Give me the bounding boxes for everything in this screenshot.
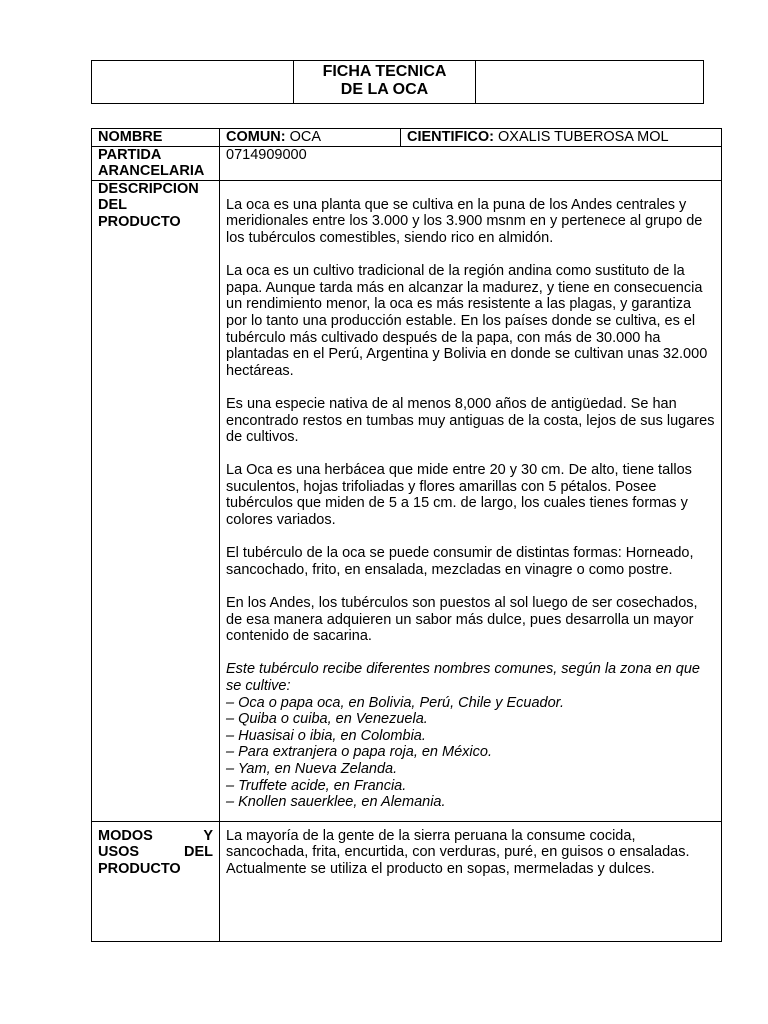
comun-cell [220,129,401,147]
row-modos [92,821,722,941]
list-item: – Oca o papa oca, en Bolivia, Perú, Chile y Ecuador. [226,694,564,711]
cientifico-cell [401,129,722,147]
modos-label-line-1: MODOS Y [98,827,213,844]
list-item: – Huasisai o ibia, en Colombia. [226,727,426,744]
modos-label [92,821,220,941]
descripcion-paragraph: La oca es un cultivo tradicional de la región andina como sustituto de la papa. Aunque tarda más en alcanzar la madurez, y tiene en consecuencia un rendimiento menor, la oca es más resistente a las plagas, y garantiza por lo tanto una producción estable. En los países donde se cultiva, es el tubérculo más cultivado después de la papa, con más de 30.000 ha plantadas en el Perú, Argentina y Bolivia en donde se cultivan unas 32.000 hectáreas. [226,263,708,379]
document-title [294,61,476,104]
cientifico-value: OXALIS TUBEROSA MOL [498,129,669,145]
descripcion-paragraph: El tubérculo de la oca se puede consumir de distintas formas: Horneado, sancochado, frito, en ensalada, mezcladas en vinagre o como postre. [226,545,694,578]
cientifico-label: CIENTIFICO: [407,129,494,145]
title-line-1: FICHA TECNICA [322,63,447,80]
partida-label-line-1: PARTIDA [98,146,162,163]
descripcion-label-line-1: DESCRIPCION [98,180,199,197]
header-cell-left [92,61,294,104]
descripcion-paragraph: En los Andes, los tubérculos son puestos al sol luego de ser cosechados, de esa manera adquieren un sabor más dulce, pues desarrolla un mayor contenido de sacarina. [226,595,698,645]
modos-label-line-3: PRODUCTO [98,860,181,877]
descripcion-paragraph: Es una especie nativa de al menos 8,000 años de antigüedad. Se han encontrado restos en tumbas muy antiguas de la costa, lejos de sus lugares de cultivos. [226,395,715,446]
comun-value: OCA [289,129,322,145]
modos-value: La mayoría de la gente de la sierra peruana la consume cocida, sancochada, frita, encurtida, con verduras, puré, en guisos o ensaladas. Actualmente se utiliza el producto en sopas, mermeladas y dulces. [220,821,722,941]
descripcion-label [92,180,220,821]
list-item: – Knollen sauerklee, en Alemania. [226,794,446,811]
partida-label-line-2: ARANCELARIA [98,163,205,180]
descripcion-content [220,180,722,821]
partida-value: 0714909000 [220,146,722,180]
names-intro: Este tubérculo recibe diferentes nombres comunes, según la zona en que se cultive: [226,661,700,694]
descripcion-paragraph: La Oca es una herbácea que mide entre 20 y 30 cm. De alto, tiene tallos suculentos, hojas trifoliadas y flores amarillas con 5 pétalos. Posee tubérculos que miden de 5 a 15 cm. de largo, los cuales tienes formas y colores variados. [226,462,692,529]
common-names-list [226,695,715,811]
list-item: – Yam, en Nueva Zelanda. [226,760,398,777]
nombre-label: NOMBRE [92,129,220,147]
descripcion-label-line-3: PRODUCTO [98,213,181,230]
list-item: – Quiba o cuiba, en Venezuela. [226,711,428,728]
row-descripcion [92,180,722,821]
descripcion-paragraph: La oca es una planta que se cultiva en la puna de los Andes centrales y meridionales entre los 3.000 y los 3.900 msnm en y pertenece al grupo de los tubérculos comestibles, siendo rico en almidón. [226,196,703,246]
title-line-2: DE LA OCA [340,81,429,98]
header-table [91,60,704,104]
row-partida [92,146,722,180]
row-nombre [92,129,722,147]
partida-label [92,146,220,180]
product-table [91,128,722,942]
header-cell-right [476,61,704,104]
descripcion-label-line-2: DEL [98,197,127,214]
list-item: – Truffete acide, en Francia. [226,777,407,794]
modos-label-line-2: USOS DEL [98,844,213,861]
list-item: – Para extranjera o papa roja, en México. [226,744,492,761]
comun-label: COMUN: [226,129,286,145]
